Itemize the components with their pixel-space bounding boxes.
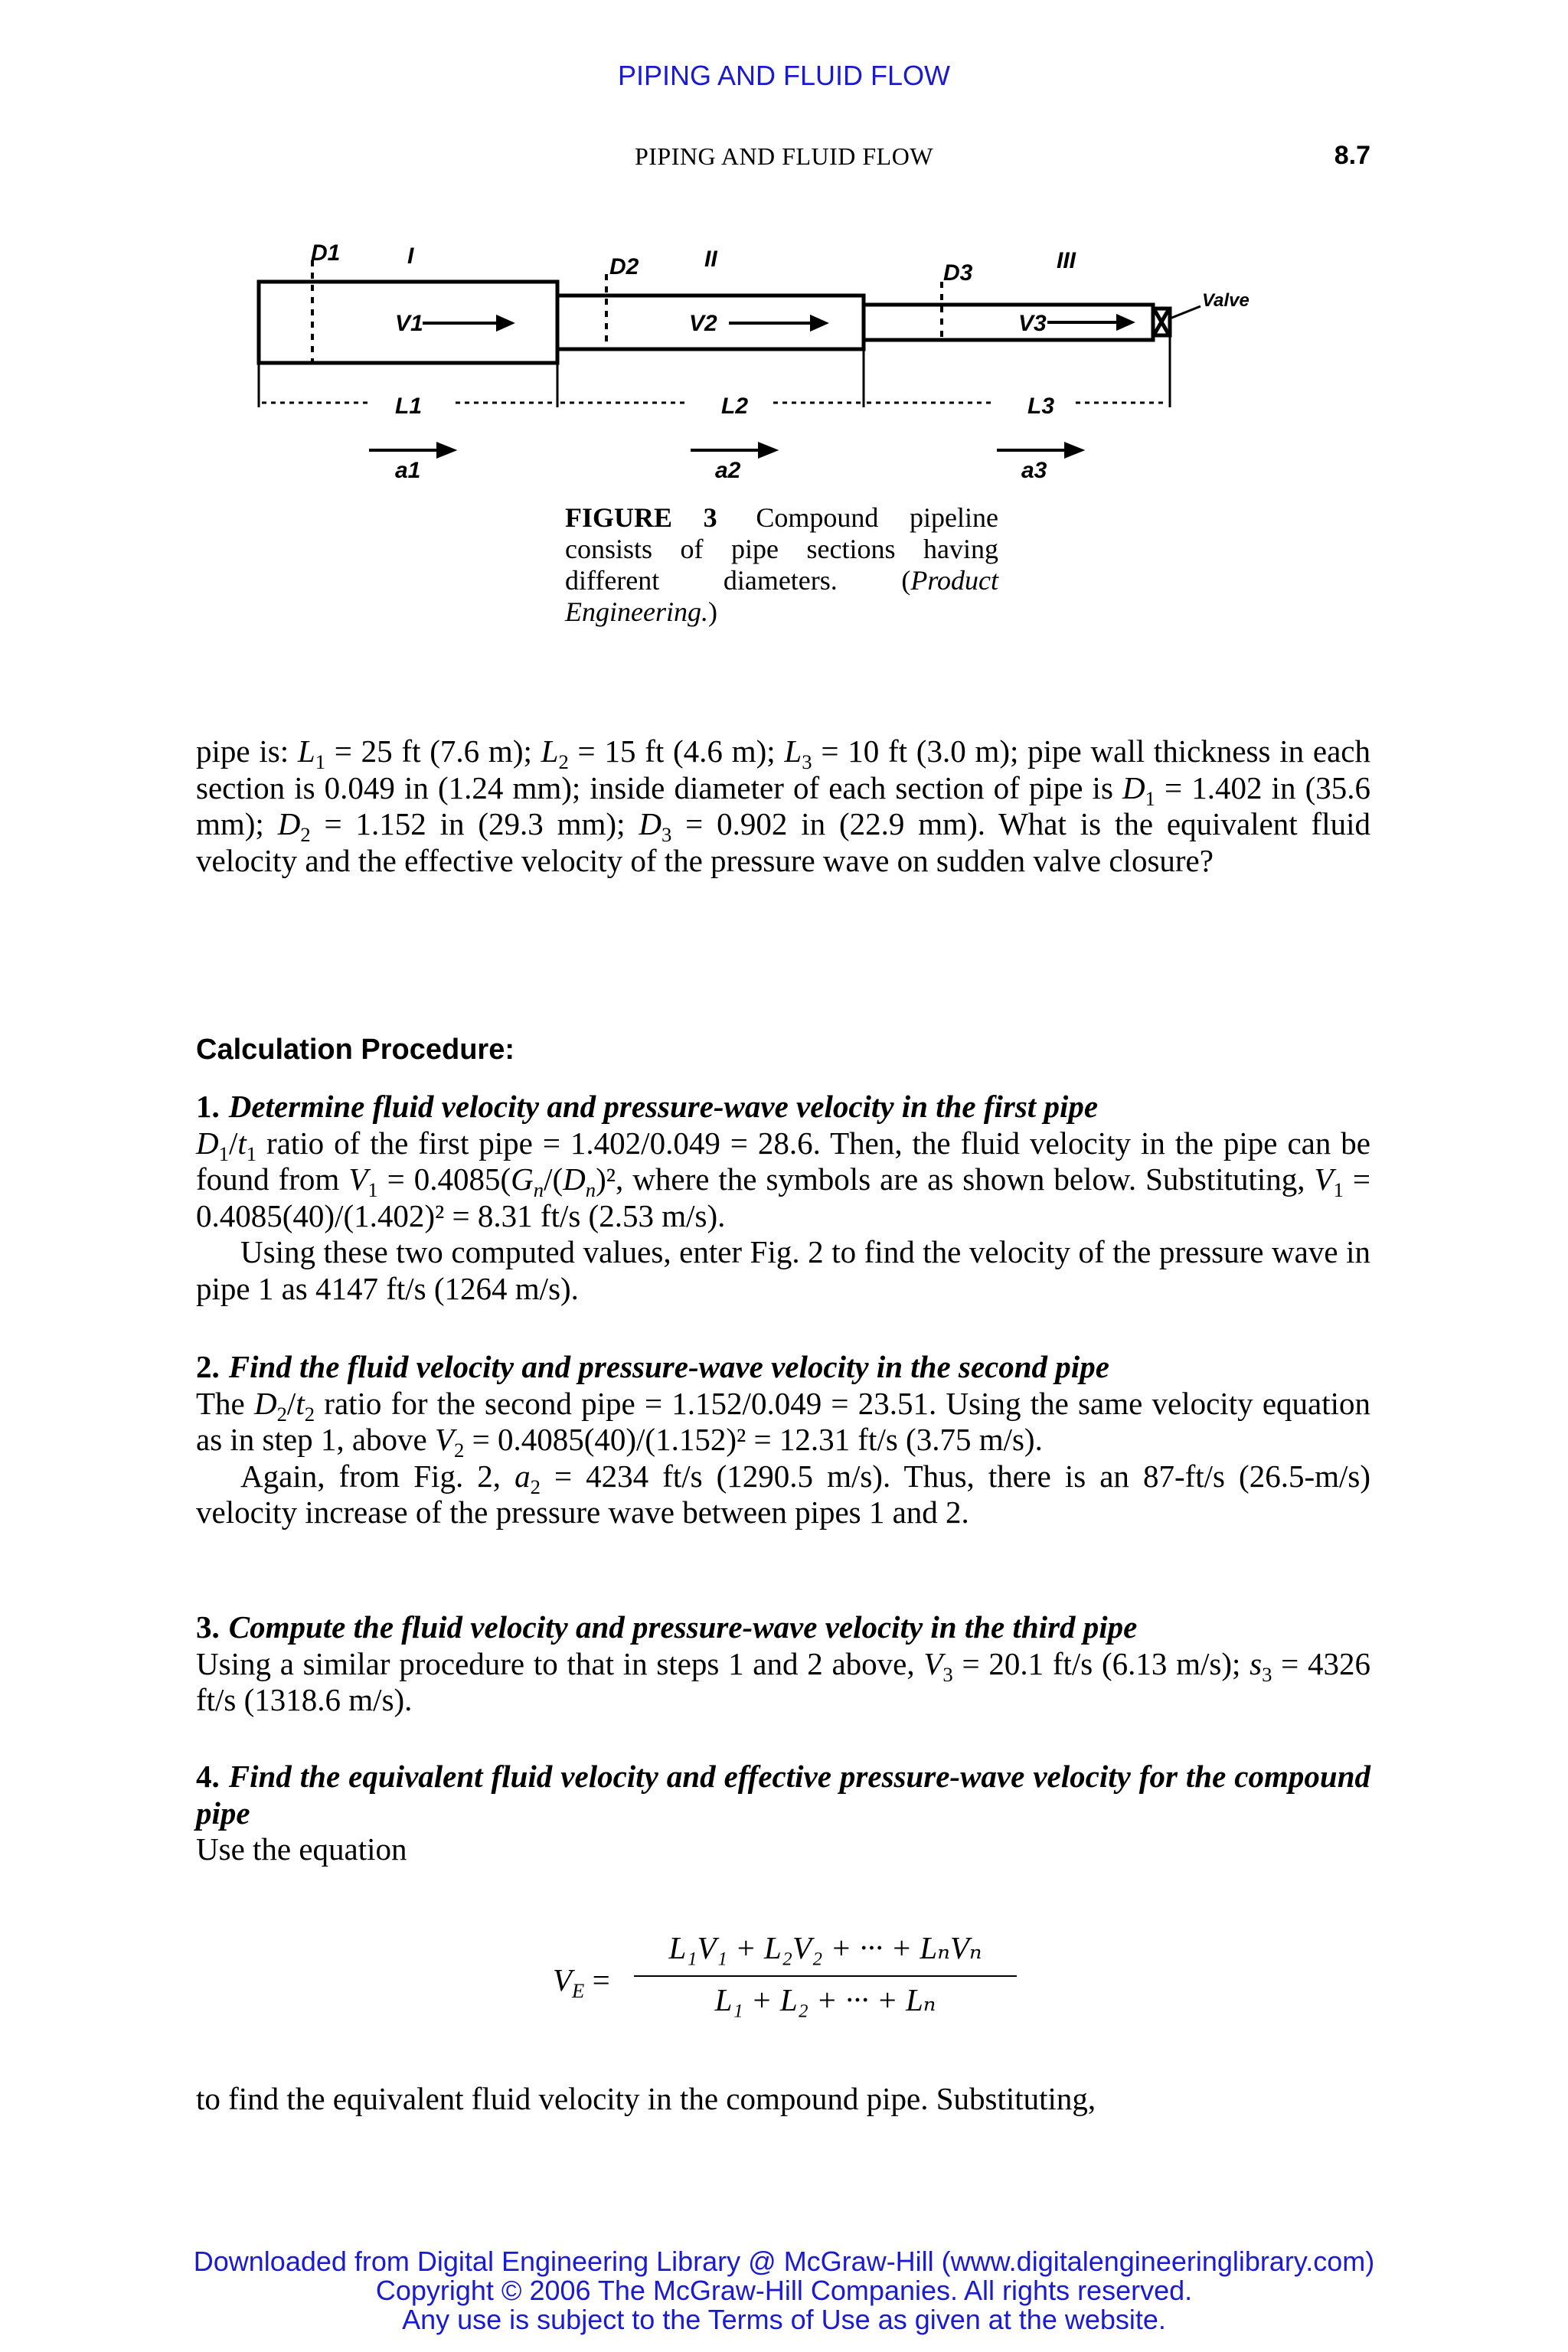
caption-text: Compound pipeline consists of pipe sections having different diameters. [565,502,999,596]
label-l2: L2 [721,394,749,419]
label-l3: L3 [1027,394,1055,419]
step-1: 1. Determine fluid velocity and pressure-wave velocity in the first pipe $D_1/t_1$ ratio of the first pipe = 1.402/0.049 = 28.6. Then, the fluid velocity in the pipe can be found from $V_1 = 0.4085(G_n/(D_n)^2$, where the symbols are as shown below. Substituting, $V_1 = 0.4085(40)/(1.402)^2 = 8.31$ ft/s (2.53 m/s). Using these two computed values, enter Fig. 2 to find the velocity of the pressure wave in pipe 1 as 4147 ft/s (1264 m/s). [196,1089,1371,1306]
equation-lhs: $V_E$ = [553,1962,610,2003]
step-4: 4. Find the equivalent fluid velocity and effective pressure-wave velocity for the compound pipe Use the equation [196,1759,1370,1867]
step-2: 2. Find the fluid velocity and pressure-wave velocity in the second pipe The $D_2/t_2$ ratio for the second pipe = 1.152/0.049 = 23.51. Using the same velocity equation as in step 1, above $V_2 = 0.4085(40)/(1.152)^2 = 12.31$ ft/s (3.75 m/s). Again, from Fig. 2, $a_2 = 4234$ ft/s (1290.5 m/s). Thus, there is an 87-ft/s (26.5-m/s) velocity increase of the pressure wave between pipes 1 and 2. [196,1349,1371,1530]
label-v2: V2 [689,311,717,336]
label-a3: a3 [1021,458,1047,483]
figure-caption: FIGURE 3 Compound pipeline consists of pipe sections having different diameters. (Product Engineering.) [565,502,999,627]
label-a1: a1 [395,458,421,483]
compound-pipeline-figure [245,230,1325,490]
page-number: 8.7 [1334,141,1370,170]
step-3: 3. Compute the fluid velocity and pressure-wave velocity in the third pipe Using a similar procedure to that in steps 1 and 2 above, $V_3 = 20.1$ ft/s (6.13 m/s); $s_3 = 4326$ ft/s (1318.6 m/s). [196,1609,1371,1717]
label-d2: D2 [609,254,639,279]
flow-arrows [369,316,1132,456]
step-1-title: 1. Determine fluid velocity and pressure-wave velocity in the first pipe [196,1089,1099,1124]
caption-label: FIGURE 3 [565,502,717,533]
step-4-title: 4. Find the equivalent fluid velocity and effective pressure-wave velocity for the compound pipe [196,1759,1370,1831]
label-section-1: I [407,243,414,269]
top-title: PIPING AND FLUID FLOW [617,60,951,91]
label-a2: a2 [715,458,741,483]
label-valve: Valve [1202,290,1250,311]
label-v1: V1 [395,311,423,336]
step-3-title: 3. Compute the fluid velocity and pressure-wave velocity in the third pipe [196,1609,1138,1645]
footer-line-3: Any use is subject to the Terms of Use as given at the website. [402,2304,1166,2335]
intro-paragraph: pipe is: $L_1 = 25$ ft (7.6 m); $L_2 = 15$ ft (4.6 m); $L_3 = 10$ ft (3.0 m); pipe wall thickness in each section is 0.049 in (1.24 mm); inside diameter of each section of pipe is $D_1 = 1.402$ in (35.6 mm); $D_2 = 1.152$ in (29.3 mm); $D_3 = 0.902$ in (22.9 mm). What is the equivalent fluid velocity and the effective velocity of the pressure wave on sudden valve closure? [196,733,1370,878]
closing-paragraph: to find the equivalent fluid velocity in the compound pipe. Substituting, [196,2081,1096,2116]
pipe-outline [259,282,1200,407]
equivalent-velocity-equation [536,1929,1072,2029]
procedure-heading: Calculation Procedure: [196,1034,514,1066]
footer-notice [0,2247,1568,2334]
label-v3: V3 [1018,311,1047,336]
fraction-bar [634,1975,1017,1977]
equation-denominator: L₁ + L₂ + ··· + Lₙ [714,1982,936,2017]
caption-source: Product Engineering. [565,565,998,627]
label-section-3: III [1057,248,1076,273]
equation-numerator: L₁V₁ + L₂V₂ + ··· + LₙVₙ [668,1930,982,1965]
running-head: PIPING AND FLUID FLOW [634,142,934,170]
label-l1: L1 [395,394,423,419]
footer-line-2: Copyright © 2006 The McGraw-Hill Companies. All rights reserved. [375,2275,1193,2306]
label-section-2: II [704,247,717,272]
label-d1: D1 [311,240,341,266]
step-2-title: 2. Find the fluid velocity and pressure-wave velocity in the second pipe [196,1349,1109,1384]
label-d3: D3 [943,260,973,286]
footer-line-1[interactable]: Downloaded from Digital Engineering Library @ McGraw-Hill (www.digitalengineeringlibrary.com) [193,2246,1375,2277]
